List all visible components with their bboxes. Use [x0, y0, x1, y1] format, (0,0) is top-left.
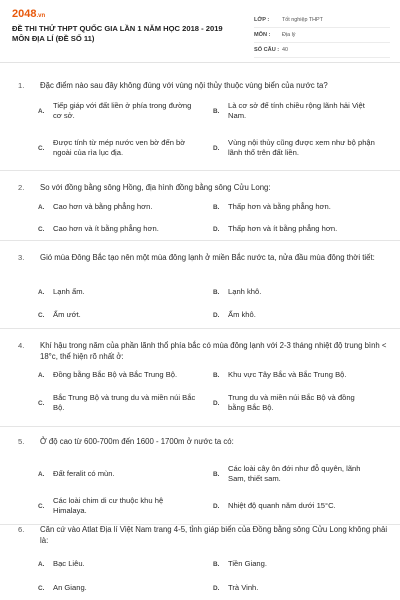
- option-d[interactable]: [213, 495, 388, 517]
- option-text: Tiền Giang.: [228, 558, 267, 568]
- question-head: [18, 437, 390, 448]
- question-3: [0, 241, 400, 329]
- option-text: Bạc Liêu.: [53, 558, 85, 568]
- option-letter: A.: [38, 560, 45, 568]
- question-text: Ở độ cao từ 600-700m đến 1600 - 1700m ở nước ta có:: [40, 437, 234, 446]
- option-letter: B.: [213, 288, 220, 296]
- option-letter: D.: [213, 311, 220, 319]
- question-number: 6.: [18, 525, 25, 534]
- question-number: 2.: [18, 183, 25, 192]
- question-4: [0, 329, 400, 427]
- question-head: [18, 341, 390, 362]
- meta-value: Địa lý: [282, 32, 296, 38]
- option-letter: C.: [38, 399, 45, 407]
- meta-label: MÔN :: [254, 32, 271, 38]
- option-b[interactable]: [213, 369, 388, 381]
- option-text: Các loài cây ôn đới như đỗ quyên, lãnh Sam, thiết sam.: [228, 463, 361, 483]
- meta-label: SỐ CÂU :: [254, 47, 280, 53]
- option-letter: C.: [38, 225, 45, 233]
- option-text: Lạnh khô.: [228, 286, 262, 296]
- option-c[interactable]: [38, 309, 208, 321]
- option-letter: B.: [213, 203, 220, 211]
- option-text: Ấm ướt.: [53, 309, 81, 319]
- meta-value: Tốt nghiệp THPT: [282, 17, 323, 23]
- option-text: Đồng bằng Bắc Bộ và Bắc Trung Bộ.: [53, 369, 178, 379]
- option-letter: D.: [213, 502, 220, 510]
- exam-meta: [254, 13, 390, 58]
- option-b[interactable]: [213, 100, 388, 122]
- option-a[interactable]: [38, 286, 208, 298]
- option-text: Cao hơn và ít bằng phẳng hơn.: [53, 223, 159, 233]
- question-head: [18, 183, 390, 194]
- meta-label: LỚP :: [254, 17, 270, 23]
- option-c[interactable]: [38, 223, 208, 235]
- option-text: An Giang.: [53, 582, 87, 592]
- option-text: Khu vực Tây Bắc và Bắc Trung Bộ.: [228, 369, 347, 379]
- option-letter: B.: [213, 560, 220, 568]
- option-text: Trà Vinh.: [228, 582, 259, 592]
- option-text: Vùng nội thủy cũng được xem như bộ phận lãnh thổ trên đất liền.: [228, 137, 375, 157]
- option-text: Được tính từ mép nước ven bờ đến bờ ngoài của rìa lục địa.: [53, 137, 186, 157]
- option-text: Tiếp giáp với đất liền ở phía trong đường cơ sở.: [53, 100, 192, 120]
- meta-row-class: [254, 13, 390, 28]
- option-letter: C.: [38, 311, 45, 319]
- option-letter: B.: [213, 107, 220, 115]
- option-c[interactable]: [38, 582, 208, 594]
- question-6: [0, 525, 400, 600]
- option-letter: C.: [38, 502, 45, 510]
- question-number: 5.: [18, 437, 25, 446]
- option-text: Các loài chim di cư thuộc khu hệ Himalaya.: [53, 495, 164, 515]
- option-a[interactable]: [38, 369, 208, 381]
- question-number: 4.: [18, 341, 25, 350]
- option-letter: A.: [38, 470, 45, 478]
- question-head: [18, 81, 390, 92]
- option-text: Thấp hơn và ít bằng phẳng hơn.: [228, 223, 338, 233]
- question-text: Căn cứ vào Atlat Địa lí Việt Nam trang 4-5, tỉnh giáp biển của Đồng bằng sông Cửu Long không phải là:: [40, 525, 388, 545]
- question-1: [0, 63, 400, 171]
- question-number: 3.: [18, 253, 25, 262]
- option-letter: A.: [38, 203, 45, 211]
- question-text: So với đồng bằng sông Hồng, địa hình đồng bằng sông Cửu Long:: [40, 183, 271, 192]
- brand-tld: .vn: [36, 13, 46, 19]
- option-letter: C.: [38, 144, 45, 152]
- option-letter: A.: [38, 371, 45, 379]
- option-text: Trung du và miền núi Bắc Bộ và đồng bằng Bắc Bộ.: [228, 392, 355, 412]
- question-text: Khí hậu trong năm của phần lãnh thổ phía bắc có mùa đông lạnh với 2-3 tháng nhiệt độ trung bình < 18°c, thể hiện rõ nhất ở:: [40, 341, 387, 361]
- question-head: [18, 525, 390, 546]
- option-letter: B.: [213, 470, 220, 478]
- option-a[interactable]: [38, 100, 198, 122]
- question-2: [0, 171, 400, 241]
- option-b[interactable]: [213, 201, 388, 213]
- meta-value: 40: [282, 47, 288, 53]
- brand-name: 2048: [12, 8, 37, 20]
- option-d[interactable]: [213, 392, 388, 414]
- option-letter: D.: [213, 399, 220, 407]
- option-text: Cao hơn và bằng phẳng hơn.: [53, 201, 153, 211]
- option-c[interactable]: [38, 392, 208, 414]
- option-letter: C.: [38, 584, 45, 592]
- option-letter: A.: [38, 107, 45, 115]
- question-5: [0, 427, 400, 525]
- option-d[interactable]: [213, 309, 388, 321]
- option-text: Đất feralit có mùn.: [53, 468, 115, 478]
- option-b[interactable]: [213, 286, 388, 298]
- option-text: Nhiệt độ quanh năm dưới 15°C.: [228, 500, 336, 510]
- option-b[interactable]: [213, 558, 388, 570]
- option-c[interactable]: [38, 137, 198, 159]
- option-a[interactable]: [38, 463, 208, 485]
- option-letter: B.: [213, 371, 220, 379]
- option-d[interactable]: [213, 137, 388, 159]
- meta-row-count: [254, 43, 390, 58]
- option-a[interactable]: [38, 201, 208, 213]
- option-letter: D.: [213, 225, 220, 233]
- option-b[interactable]: [213, 463, 388, 485]
- question-text: Gió mùa Đông Bắc tạo nên một mùa đông lạnh ở miền Bắc nước ta, nửa đầu mùa đông thời tiết:: [40, 253, 375, 262]
- option-text: Lạnh ẩm.: [53, 286, 85, 296]
- option-letter: A.: [38, 288, 45, 296]
- question-text: Đặc điểm nào sau đây không đúng với vùng nội thủy thuộc vùng biển của nước ta?: [40, 81, 328, 90]
- option-d[interactable]: [213, 223, 388, 235]
- exam-title: ĐỀ THI THỬ THPT QUỐC GIA LẦN 1 NĂM HỌC 2018 - 2019 MÔN ĐỊA LÍ (ĐỀ SỐ 11): [12, 24, 223, 43]
- option-letter: D.: [213, 144, 220, 152]
- option-a[interactable]: [38, 558, 208, 570]
- option-text: Ấm khô.: [228, 309, 256, 319]
- meta-row-subject: [254, 28, 390, 43]
- option-text: Là cơ sở để tính chiều rộng lãnh hải Việt Nam.: [228, 100, 365, 120]
- option-d[interactable]: [213, 582, 388, 594]
- exam-header: [0, 0, 400, 63]
- option-letter: D.: [213, 584, 220, 592]
- question-number: 1.: [18, 81, 25, 90]
- question-head: [18, 253, 390, 264]
- option-text: Bắc Trung Bộ và trung du và miền núi Bắc Bộ.: [53, 392, 196, 412]
- option-c[interactable]: [38, 495, 208, 517]
- option-text: Thấp hơn và bằng phẳng hơn.: [228, 201, 331, 211]
